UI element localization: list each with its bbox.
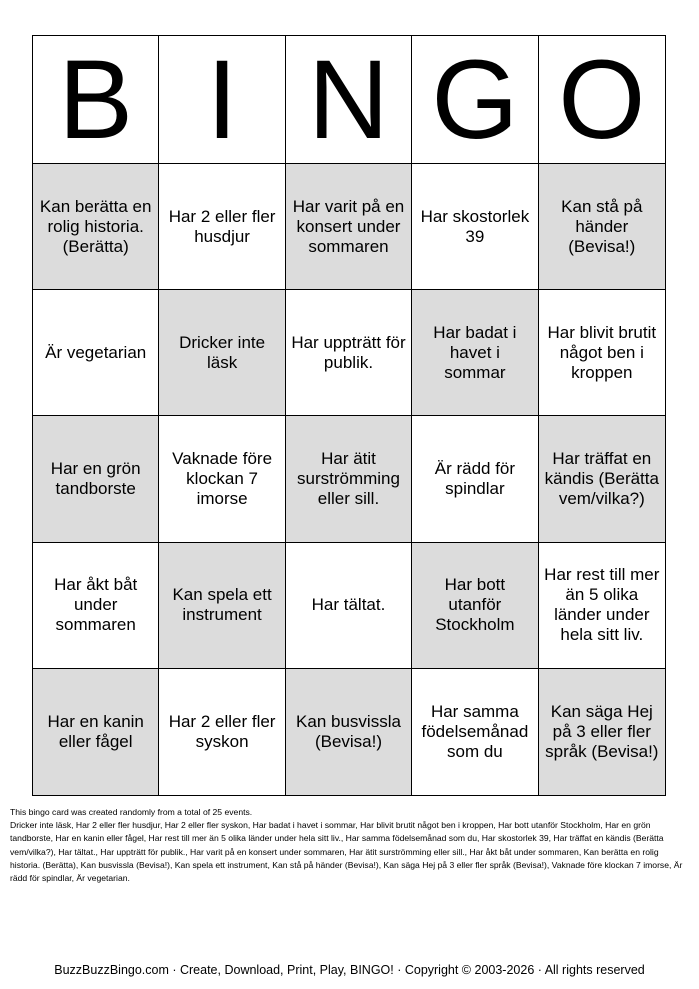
card-info [10,806,690,885]
bingo-cell: Har blivit brutit något ben i kroppen [539,290,665,416]
bingo-cell: Har en grön tandborste [33,416,159,542]
header-letter-b: B [33,36,159,164]
footer-copyright: BuzzBuzzBingo.com · Create, Download, Print, Play, BINGO! · Copyright © 2003-2026 · All rights reserved [54,963,645,977]
bingo-cell: Har 2 eller fler husdjur [159,164,285,290]
bingo-cell: Har träffat en kändis (Berätta vem/vilka?) [539,416,665,542]
header-letter-g: G [412,36,538,164]
bingo-cell: Har bott utanför Stockholm [412,543,538,669]
header-letter-i: I [159,36,285,164]
bingo-cell: Har skostorlek 39 [412,164,538,290]
bingo-cell: Har 2 eller fler syskon [159,669,285,795]
bingo-cell: Kan busvissla (Bevisa!) [286,669,412,795]
bingo-card [32,35,666,796]
bingo-cell: Vaknade före klockan 7 imorse [159,416,285,542]
header-letter-n: N [286,36,412,164]
card-info-events: Dricker inte läsk, Har 2 eller fler husdjur, Har 2 eller fler syskon, Har badat i havet i sommar, Har blivit brutit något ben i kroppen, Har bott utanför Stockholm, Har en grön tandborste, Har en kanin eller fågel, Har rest till mer än 5 olika länder under hela sitt liv., Har samma födelsemånad som du, Har skostorlek 39, Har träffat en kändis (Berätta vem/vilka?), Har tältat., Har uppträtt för publik., Har varit på en konsert under sommaren, Har ätit surströmming eller sill., Har åkt båt under sommaren, Kan berätta en rolig historia. (Berätta), Kan busvissla (Bevisa!), Kan spela ett instrument, Kan stå på händer (Bevisa!), Kan säga Hej på 3 eller fler språk (Bevisa!), Vaknade före klockan 7 imorse, Är rädd för spindlar, Är vegetarian. [10,820,683,884]
bingo-cell: Har uppträtt för publik. [286,290,412,416]
bingo-cell: Har tältat. [286,543,412,669]
bingo-cell: Kan stå på händer (Bevisa!) [539,164,665,290]
bingo-cell: Kan spela ett instrument [159,543,285,669]
bingo-cell: Har samma födelsemånad som du [412,669,538,795]
bingo-cell: Har badat i havet i sommar [412,290,538,416]
bingo-cell: Har rest till mer än 5 olika länder under hela sitt liv. [539,543,665,669]
bingo-cell: Dricker inte läsk [159,290,285,416]
bingo-cell: Är rädd för spindlar [412,416,538,542]
bingo-cell: Har ätit surströmming eller sill. [286,416,412,542]
card-info-summary: This bingo card was created randomly from a total of 25 events. [10,807,253,817]
bingo-cell: Har varit på en konsert under sommaren [286,164,412,290]
bingo-cell: Har en kanin eller fågel [33,669,159,795]
bingo-cell: Kan säga Hej på 3 eller fler språk (Bevisa!) [539,669,665,795]
bingo-cell: Är vegetarian [33,290,159,416]
header-letter-o: O [539,36,665,164]
bingo-cell: Har åkt båt under sommaren [33,543,159,669]
bingo-cell: Kan berätta en rolig historia. (Berätta) [33,164,159,290]
